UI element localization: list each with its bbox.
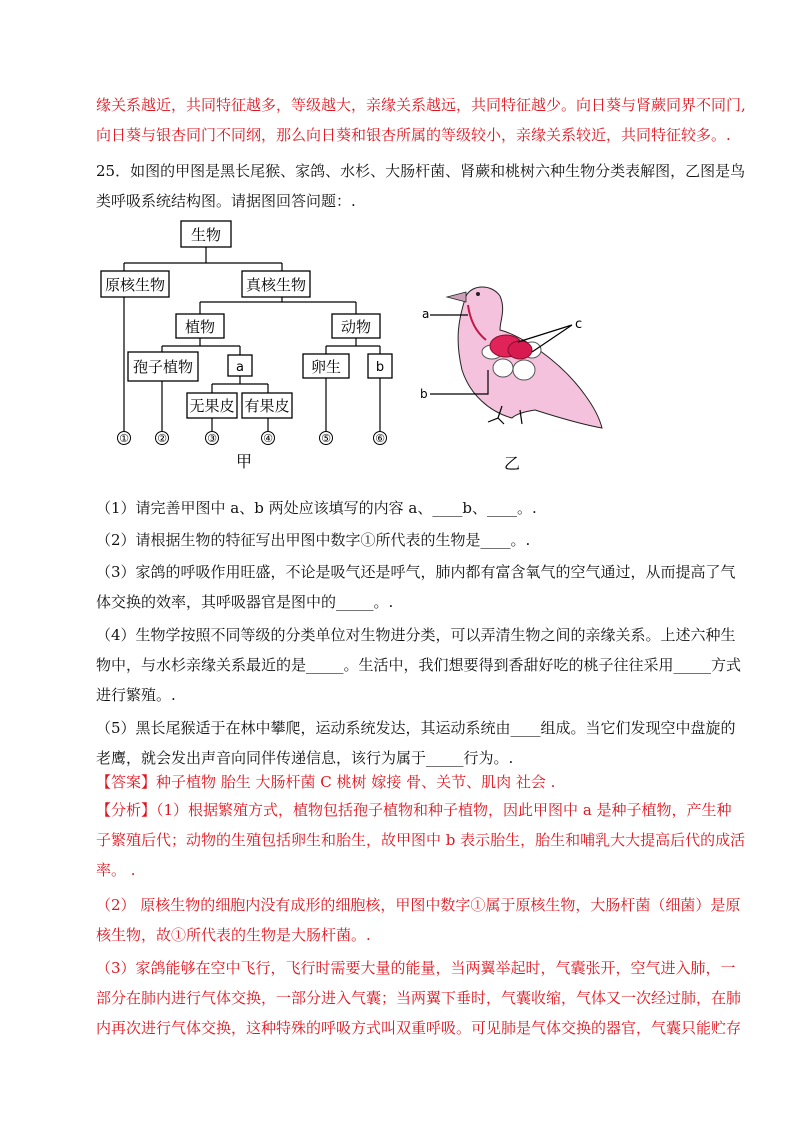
label-root: 生物 [190, 226, 222, 244]
text-line: 体交换的效率，其呼吸器官是图中的_____。. [96, 593, 394, 611]
text-line: 老鹰，就会发出声音向同伴传递信息，该行为属于_____行为。. [96, 749, 514, 767]
label-eukaryote: 真核生物 [245, 276, 307, 294]
text-line: 物中，与水杉亲缘关系最近的是_____。生活中，我们想要得到香甜好吃的桃子往往采用_____方式 [96, 656, 742, 674]
text-line: 【答案】种子植物 胎生 大肠杆菌 C 桃树 嫁接 骨、关节、肌肉 社会 . [96, 773, 556, 791]
label-spore-plant: 孢子植物 [132, 358, 194, 376]
label-a: a [236, 360, 244, 375]
label-pericarp: 有果皮 [244, 397, 290, 415]
leaf-number-1: ① [119, 432, 129, 445]
label-bird-c: c [575, 317, 583, 332]
text-line: 向日葵与银杏同门不同纲，那么向日葵和银杏所属的等级较小，亲缘关系较近，共同特征较多。. [96, 126, 731, 144]
air-sac [513, 360, 535, 380]
text-line: 类呼吸系统结构图。请据图回答问题：. [96, 192, 356, 210]
leaf-number-6: ⑥ [375, 432, 385, 445]
label-oviparous: 卵生 [310, 358, 342, 376]
text-line: 部分在肺内进行气体交换，一部分进入气囊；当两翼下垂时，气囊收缩，气体又一次经过肺，在肺 [96, 989, 742, 1007]
air-sac [493, 359, 513, 377]
label-prokaryote: 原核生物 [104, 276, 166, 294]
label-bird-b: b [420, 387, 428, 401]
bird-respiratory-yi [420, 287, 602, 473]
text-line: 内再次进行气体交换，这种特殊的呼吸方式叫双重呼吸。可见肺是气体交换的器官，气囊只能贮存 [96, 1019, 742, 1037]
text-line: （2） 原核生物的细胞内没有成形的细胞核，甲图中数字①属于原核生物，大肠杆菌（细菌）是原 [96, 896, 741, 914]
caption-yi: 乙 [503, 454, 521, 473]
label-animal: 动物 [340, 318, 372, 336]
text-line: （2）请根据生物的特征写出甲图中数字①所代表的生物是____。. [96, 531, 531, 549]
bird-eye [476, 292, 480, 296]
lung [508, 341, 532, 359]
text-line: （4）生物学按照不同等级的分类单位对生物进分类，可以弄清生物之间的亲缘关系。上述六种生 [96, 626, 736, 644]
classification-tree-jia [101, 221, 392, 471]
leaf-numbers [118, 432, 387, 446]
text-line: （1）请完善甲图中 a、b 两处应该填写的内容 a、____b、____。. [96, 499, 537, 517]
leaf-number-5: ⑤ [321, 432, 331, 445]
text-line: （5）黑长尾猴适于在林中攀爬，运动系统发达，其运动系统由____组成。当它们发现空中盘旋的 [96, 719, 736, 737]
text-line: 进行繁殖。. [96, 686, 176, 704]
leaf-number-2: ② [157, 432, 167, 445]
text-line: （3）家鸽的呼吸作用旺盛，不论是吸气还是呼气，肺内都有富含氧气的空气通过，从而提高了气 [96, 563, 736, 581]
label-no-pericarp: 无果皮 [189, 397, 235, 415]
text-line: 核生物，故①所代表的生物是大肠杆菌。. [96, 926, 371, 944]
text-line: 【分析】（1）根据繁殖方式，植物包括孢子植物和种子植物，因此甲图中 a 是种子植物，产生种 [96, 801, 732, 819]
label-b: b [375, 360, 385, 375]
leaf-number-4: ④ [263, 432, 273, 445]
caption-jia: 甲 [235, 452, 253, 471]
text-line: 子繁殖后代；动物的生殖包括卵生和胎生，故甲图中 b 表示胎生，胎生和哺乳大大提高后代的成活 [96, 831, 746, 849]
label-bird-a: a [422, 307, 430, 321]
leaf-number-3: ③ [207, 432, 217, 445]
text-line: 率。 . [96, 861, 136, 879]
text-line: 缘关系越近，共同特征越多，等级越大，亲缘关系越远，共同特征越少。向日葵与肾蕨同界不同门, [96, 96, 746, 114]
text-line: 25．如图的甲图是黑长尾猴、家鸽、水杉、大肠杆菌、肾蕨和桃树六种生物分类表解图，乙图是鸟 [96, 162, 746, 180]
text-line: （3）家鸽能够在空中飞行，飞行时需要大量的能量，当两翼举起时，气囊张开，空气进入肺，一 [96, 959, 736, 977]
bird-beak [447, 292, 466, 302]
label-plant: 植物 [184, 318, 216, 336]
